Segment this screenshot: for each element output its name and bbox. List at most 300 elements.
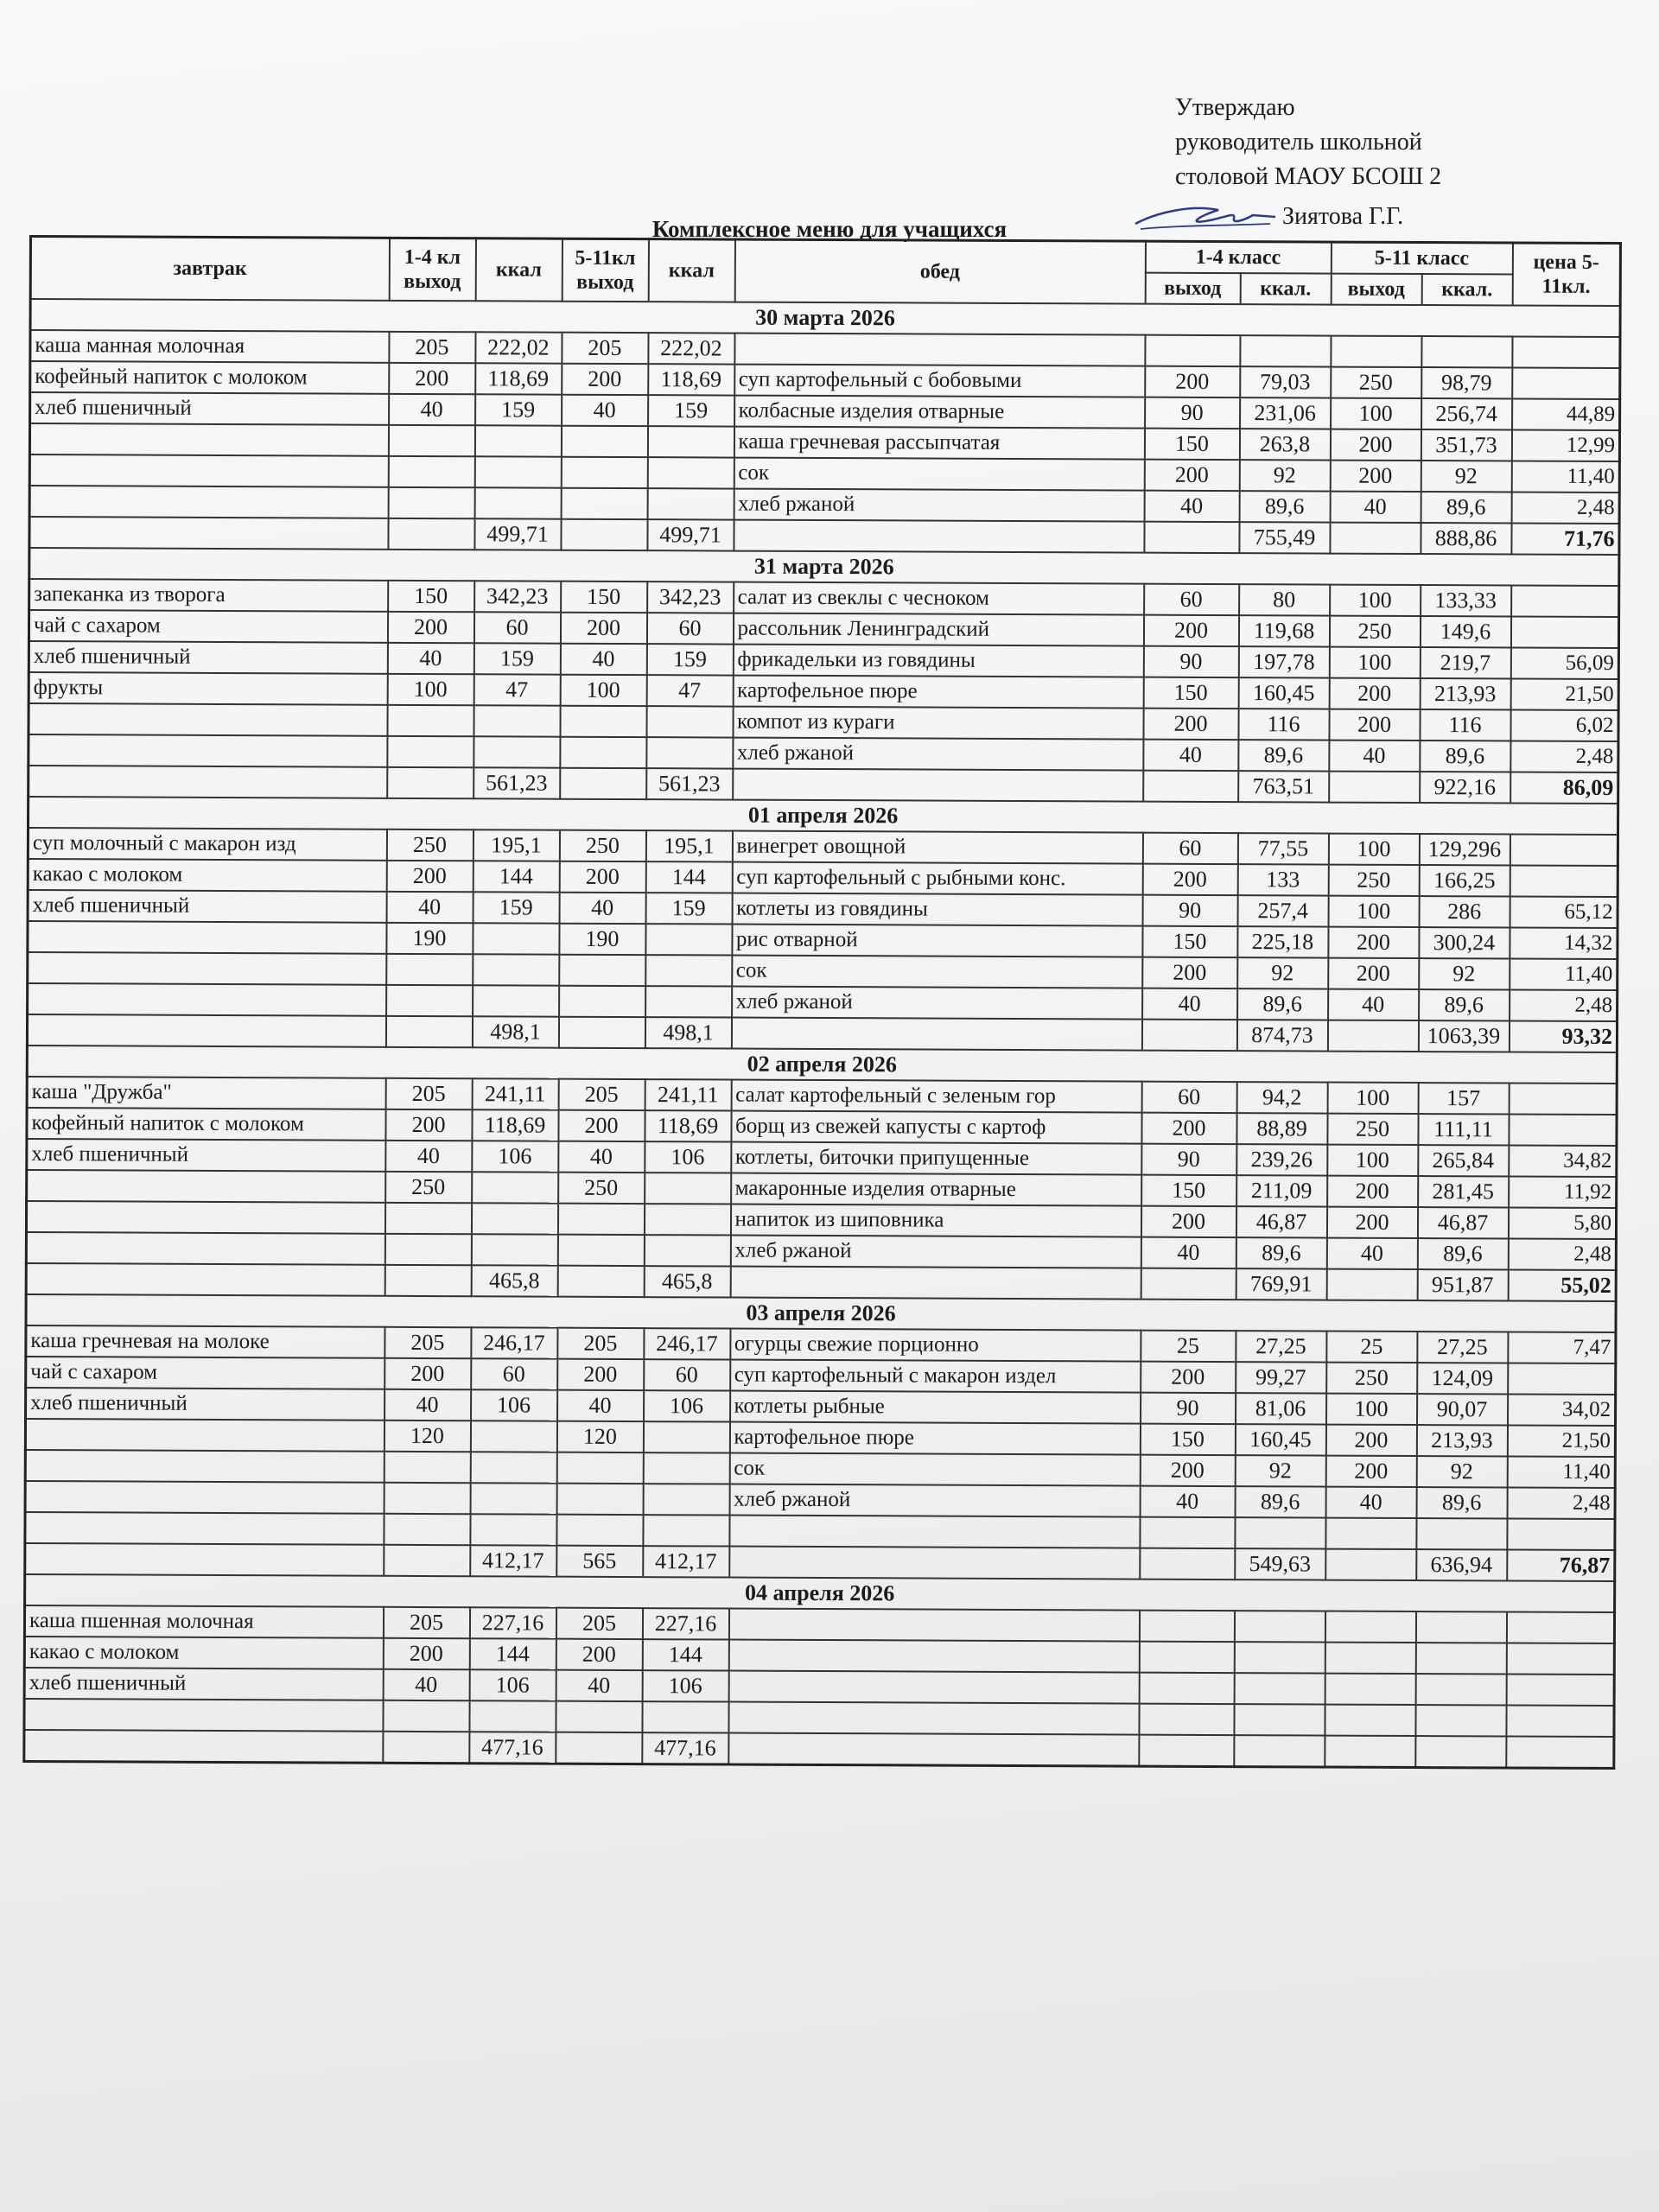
kcal-header-1-4: ккал [475,238,562,302]
total-lunch-kcal-5-11 [1415,1736,1506,1768]
total-lunch-kcal-5-11: 922,16 [1420,772,1510,803]
kcal-header-5-11: ккал [648,239,734,302]
lunch-dish: суп картофельный с рыбными конс. [732,862,1142,895]
lunch-price: 12,99 [1511,429,1619,461]
lunch-out-5-11: 40 [1326,1238,1417,1269]
day-total-price: 76,87 [1507,1549,1615,1581]
lunch-kcal-1-4: 77,55 [1237,833,1328,864]
breakfast-out-5-11: 200 [559,861,645,893]
total-lunch-out-1-4 [1143,771,1238,802]
breakfast-out-1-4: 205 [385,1327,471,1358]
lunch-kcal-5-11: 351,73 [1421,429,1511,461]
breakfast-kcal-5-11 [646,737,733,768]
lunch-kcal-5-11: 213,93 [1416,1425,1507,1456]
out-1-4-header: 1-4 кл выход [389,238,475,301]
breakfast-out-1-4: 40 [385,1141,472,1172]
breakfast-out-1-4 [388,425,474,456]
lunch-out-1-4: 200 [1141,1206,1236,1237]
breakfast-out-5-11: 250 [558,1173,645,1204]
total-breakfast-kcal-1-4: 412,17 [470,1545,556,1576]
breakfast-kcal-1-4: 342,23 [474,581,561,612]
date-label: 30 марта 2026 [30,299,1620,337]
total-lunch-out-1-4 [1141,1020,1236,1051]
total-breakfast-kcal-1-4: 465,8 [471,1265,557,1296]
breakfast-out-5-11: 205 [556,1608,642,1639]
lunch-price: 2,48 [1511,492,1619,524]
breakfast-kcal-5-11: 144 [642,1639,728,1670]
lunch-kcal-5-11: 281,45 [1418,1176,1509,1207]
breakfast-out-5-11: 40 [558,1141,645,1173]
lunch-kcal-1-4: 197,78 [1238,646,1329,677]
lunch-out-5-11: 200 [1325,1425,1416,1456]
lunch-out-1-4: 40 [1143,740,1238,771]
breakfast-out-1-4: 200 [387,612,474,643]
lunch-kcal-1-4: 239,26 [1236,1144,1327,1175]
lunch-price: 5,80 [1508,1207,1616,1239]
total-breakfast-kcal-5-11: 412,17 [643,1546,729,1577]
lunch-price [1511,585,1619,617]
breakfast-dish: каша гречневая на молоке [26,1325,385,1358]
lunch-out-5-11: 250 [1331,367,1421,398]
lunch-dish: хлеб ржаной [729,1484,1140,1517]
lunch-out-1-4: 60 [1142,833,1237,864]
breakfast-kcal-5-11 [647,488,734,519]
breakfast-out-5-11 [556,1452,643,1484]
breakfast-kcal-1-4: 144 [473,861,559,892]
breakfast-kcal-1-4: 60 [471,1358,557,1389]
breakfast-kcal-5-11: 342,23 [647,582,734,613]
total-lunch-kcal-5-11: 636,94 [1416,1549,1507,1580]
lunch-kcal-1-4: 89,6 [1239,491,1330,522]
lunch-kcal-5-11 [1415,1643,1506,1674]
lunch-dish: хлеб ржаной [730,1236,1141,1268]
breakfast-kcal-1-4 [470,1421,556,1452]
breakfast-dish [29,734,387,767]
lunch-kcal-1-4-header: ккал. [1240,273,1331,304]
lunch-kcal-1-4: 46,87 [1236,1206,1326,1237]
lunch-dish: хлеб ржаной [734,489,1144,522]
lunch-out-5-11: 200 [1329,678,1420,709]
breakfast-kcal-1-4: 195,1 [473,830,559,861]
breakfast-dish: хлеб пшеничный [29,641,387,674]
breakfast-kcal-1-4: 106 [472,1141,558,1172]
lunch-kcal-5-11: 92 [1419,958,1510,989]
lunch-out-1-4 [1139,1673,1234,1704]
lunch-dish: винегрет овощной [732,831,1142,864]
lunch-dish: рассольник Ленинградский [733,613,1143,646]
lunch-kcal-5-11: 92 [1416,1456,1507,1487]
lunch-dish: салат из свеклы с чесноком [734,582,1144,615]
breakfast-out-1-4: 200 [389,363,475,394]
lunch-kcal-1-4: 133 [1237,864,1328,895]
date-label: 01 апреля 2026 [29,797,1618,835]
breakfast-kcal-5-11: 106 [645,1141,731,1173]
lunch-price: 2,48 [1510,741,1618,772]
total-breakfast-out-1-4 [388,518,474,550]
lunch-dish [728,1609,1139,1642]
breakfast-kcal-1-4: 118,69 [472,1109,558,1141]
lunch-price: 11,92 [1509,1176,1617,1208]
breakfast-out-1-4 [385,1234,471,1265]
lunch-out-5-11: 200 [1325,1456,1416,1487]
total-lunch-out-5-11 [1325,1736,1415,1768]
day-total-price: 71,76 [1511,523,1619,555]
breakfast-kcal-1-4 [473,923,559,954]
lunch-dish [728,1640,1139,1673]
breakfast-out-5-11 [556,1484,643,1515]
breakfast-kcal-1-4: 144 [469,1638,556,1669]
breakfast-out-5-11 [559,986,645,1017]
lunch-dish: картофельное пюре [733,676,1143,709]
breakfast-kcal-5-11 [645,924,732,955]
lunch-out-1-4-header: выход [1145,273,1240,304]
total-breakfast-out-1-4 [384,1545,470,1576]
breakfast-dish [27,1170,385,1203]
lunch-out-5-11 [1331,336,1421,367]
lunch-kcal-5-11 [1416,1518,1507,1549]
lunch-kcal-5-11: 219,7 [1420,647,1510,678]
lunch-out-5-11: 250 [1326,1363,1417,1394]
lunch-out-1-4: 200 [1143,615,1238,646]
lunch-kcal-1-4: 89,6 [1237,988,1328,1020]
lunch-price: 11,40 [1510,958,1618,990]
lunch-kcal-5-11: 90,07 [1417,1394,1508,1425]
breakfast-header: завтрак [30,237,389,301]
breakfast-out-5-11 [556,1701,642,1732]
breakfast-out-5-11: 40 [557,1390,644,1421]
date-label: 03 апреля 2026 [26,1294,1616,1332]
breakfast-out-1-4: 200 [383,1638,469,1669]
lunch-out-1-4: 90 [1141,1393,1236,1424]
lunch-price: 6,02 [1510,709,1618,741]
lunch-kcal-5-11: 27,25 [1417,1332,1508,1363]
lunch-out-5-11: 200 [1326,1207,1417,1238]
breakfast-out-5-11: 200 [556,1639,642,1670]
breakfast-out-1-4: 205 [385,1078,472,1109]
breakfast-dish [28,952,386,985]
breakfast-kcal-5-11 [647,426,734,457]
breakfast-dish [29,703,387,736]
breakfast-out-1-4: 250 [385,1172,472,1203]
breakfast-out-5-11: 200 [562,364,648,395]
lunch-price [1512,336,1620,368]
lunch-dish: котлеты, биточки припущенные [731,1142,1141,1175]
lunch-out-1-4 [1139,1642,1234,1673]
handwritten-signature-icon [1132,194,1279,234]
lunch-price [1506,1643,1614,1675]
breakfast-kcal-5-11: 106 [642,1670,728,1701]
lunch-price [1507,1518,1615,1550]
breakfast-out-5-11 [561,457,647,488]
lunch-price: 65,12 [1510,896,1618,928]
total-breakfast-out-5-11 [558,1017,645,1048]
lunch-dish: огурцы свежие порционно [730,1329,1141,1362]
lunch-kcal-5-11: 265,84 [1418,1145,1509,1176]
breakfast-out-1-4: 100 [387,674,474,705]
lunch-kcal-5-11: 133,33 [1421,585,1511,616]
lunch-price: 2,48 [1507,1487,1615,1519]
breakfast-out-5-11 [556,1515,643,1546]
total-lunch-out-5-11 [1326,1269,1417,1300]
breakfast-out-5-11: 190 [559,924,645,955]
breakfast-kcal-5-11: 159 [645,893,732,924]
lunch-kcal-5-11: 166,25 [1419,865,1510,896]
day-total-price: 86,09 [1510,772,1618,804]
breakfast-dish: хлеб пшеничный [28,890,386,923]
lunch-out-5-11: 200 [1330,429,1421,461]
breakfast-kcal-1-4 [473,954,559,985]
total-lunch-out-1-4 [1140,1548,1235,1580]
lunch-price: 7,47 [1508,1332,1616,1363]
total-breakfast-out-5-11 [561,519,647,550]
lunch-kcal-1-4: 88,89 [1236,1113,1327,1144]
breakfast-out-1-4 [386,985,473,1016]
breakfast-kcal-1-4: 118,69 [475,363,562,394]
breakfast-out-5-11: 40 [556,1670,642,1701]
breakfast-kcal-1-4: 106 [469,1669,556,1700]
lunch-price: 44,89 [1512,398,1620,430]
lunch-price [1510,865,1618,897]
lunch-dish: борщ из свежей капусты с картоф [731,1111,1141,1144]
breakfast-dish [26,1201,385,1234]
breakfast-out-5-11: 205 [558,1079,645,1110]
menu-table-wrapper [22,235,1619,1770]
breakfast-out-1-4: 120 [384,1421,470,1452]
lunch-out-1-4: 40 [1140,1486,1235,1517]
breakfast-kcal-5-11 [645,955,732,986]
lunch-out-1-4: 25 [1141,1331,1236,1362]
total-lunch-out-5-11 [1329,772,1420,803]
lunch-kcal-5-11: 300,24 [1419,927,1510,958]
breakfast-kcal-5-11: 60 [646,613,733,644]
total-lunch-out-5-11 [1330,523,1421,554]
breakfast-kcal-5-11 [643,1421,729,1452]
total-breakfast-dish [27,1014,385,1047]
document-title: Комплексное меню для учащихся [652,216,1007,242]
breakfast-kcal-1-4 [474,425,561,456]
day-total-price [1506,1736,1614,1768]
lunch-kcal-5-11: 89,6 [1416,1487,1507,1518]
lunch-price [1510,834,1618,866]
lunch-out-5-11: 40 [1329,741,1420,772]
breakfast-kcal-5-11: 227,16 [642,1608,728,1639]
signer-name: Зиятова Г.Г. [1282,203,1404,230]
breakfast-kcal-1-4: 47 [474,674,560,705]
lunch-price [1512,367,1620,399]
total-lunch-kcal-1-4: 763,51 [1238,771,1329,802]
breakfast-dish: каша пшенная молочная [24,1605,383,1638]
breakfast-kcal-1-4: 222,02 [475,332,562,363]
lunch-out-5-11 [1325,1518,1416,1549]
lunch-kcal-1-4: 89,6 [1235,1486,1325,1517]
breakfast-kcal-1-4: 60 [474,612,560,643]
breakfast-out-5-11: 40 [562,395,648,426]
lunch-out-1-4: 150 [1144,429,1239,460]
lunch-kcal-1-4: 225,18 [1237,926,1328,957]
lunch-kcal-1-4: 263,8 [1239,429,1330,460]
breakfast-dish [28,921,386,954]
lunch-out-5-11: 200 [1330,461,1421,492]
breakfast-out-1-4 [388,487,474,518]
lunch-kcal-5-11: 157 [1418,1083,1509,1114]
breakfast-out-1-4: 40 [389,394,475,425]
lunch-out-1-4: 200 [1144,460,1239,491]
breakfast-kcal-1-4 [470,1452,556,1483]
lunch-out-5-11-header: выход [1331,274,1421,305]
lunch-header: обед [734,239,1145,304]
lunch-dish: фрикадельки из говядины [733,645,1143,677]
lunch-kcal-1-4: 27,25 [1236,1331,1326,1362]
breakfast-kcal-1-4: 241,11 [472,1078,558,1109]
breakfast-out-5-11: 40 [560,644,646,675]
breakfast-out-1-4 [386,954,473,985]
breakfast-dish [25,1419,384,1452]
approval-line-2: руководитель школьной [1175,129,1422,156]
lunch-out-5-11: 100 [1328,834,1419,865]
breakfast-out-1-4 [388,456,474,487]
lunch-dish [734,334,1145,366]
lunch-out-1-4: 200 [1140,1455,1235,1486]
lunch-kcal-5-11: 256,74 [1421,398,1512,429]
breakfast-kcal-5-11 [643,1452,729,1484]
lunch-kcal-5-11 [1415,1611,1506,1643]
total-breakfast-kcal-1-4: 561,23 [474,767,560,798]
total-breakfast-kcal-5-11: 477,16 [642,1732,728,1764]
breakfast-kcal-5-11 [644,1235,730,1266]
breakfast-out-1-4 [384,1452,470,1483]
total-breakfast-kcal-5-11: 498,1 [645,1017,731,1048]
menu-body [24,299,1620,1769]
lunch-out-5-11: 40 [1330,492,1421,523]
lunch-kcal-1-4: 80 [1239,584,1330,615]
lunch-out-5-11: 250 [1329,616,1420,647]
lunch-kcal-5-11 [1415,1705,1506,1736]
lunch-kcal-5-11: 286 [1419,896,1510,927]
breakfast-kcal-5-11: 47 [646,675,733,706]
lunch-dish: каша гречневая рассыпчатая [734,427,1144,460]
total-breakfast-out-1-4 [383,1732,469,1764]
breakfast-kcal-5-11: 195,1 [645,830,732,861]
breakfast-dish: какао с молоком [24,1637,383,1669]
breakfast-out-1-4 [387,736,474,767]
lunch-kcal-1-4: 79,03 [1240,366,1331,397]
total-lunch-dish [734,520,1144,553]
lunch-out-1-4: 150 [1143,677,1238,709]
breakfast-kcal-5-11: 222,02 [648,333,734,364]
breakfast-dish: хлеб пшеничный [30,392,389,425]
lunch-price: 34,02 [1508,1394,1616,1426]
lunch-out-1-4: 200 [1141,1362,1236,1393]
lunch-kcal-5-11: 89,6 [1420,741,1510,772]
breakfast-kcal-1-4 [474,736,560,767]
breakfast-dish [26,1232,385,1265]
day-total-price: 93,32 [1509,1020,1617,1052]
breakfast-dish: чай с сахаром [29,610,387,643]
lunch-price [1508,1363,1616,1395]
lunch-out-1-4: 200 [1145,366,1240,397]
lunch-dish: хлеб ржаной [733,738,1143,771]
lunch-out-5-11: 40 [1325,1487,1416,1518]
breakfast-dish: чай с сахаром [26,1357,385,1389]
breakfast-out-5-11 [561,488,647,519]
total-lunch-dish [730,1267,1141,1300]
breakfast-kcal-1-4: 159 [474,643,560,674]
breakfast-dish [25,1450,384,1483]
total-breakfast-out-5-11 [557,1266,644,1297]
breakfast-out-5-11 [559,955,645,986]
breakfast-dish [29,454,388,487]
breakfast-out-5-11 [557,1204,644,1235]
breakfast-out-5-11: 200 [557,1359,644,1390]
total-breakfast-kcal-1-4: 499,71 [474,518,561,550]
breakfast-out-5-11: 250 [559,830,645,861]
lunch-out-1-4: 200 [1143,709,1238,740]
breakfast-out-1-4: 200 [385,1109,472,1141]
total-breakfast-out-1-4 [385,1265,471,1296]
breakfast-kcal-1-4: 246,17 [471,1327,557,1358]
breakfast-out-5-11: 120 [556,1421,643,1452]
lunch-kcal-1-4: 92 [1237,957,1328,988]
lunch-price [1506,1611,1614,1643]
lunch-out-1-4: 200 [1141,1113,1236,1144]
out-5-11-header: 5-11кл выход [562,238,648,302]
breakfast-out-1-4: 250 [386,830,473,861]
lunch-price [1506,1705,1614,1737]
lunch-out-5-11: 100 [1327,1145,1418,1176]
total-lunch-out-1-4 [1141,1268,1236,1300]
breakfast-kcal-5-11 [647,457,734,488]
date-label: 02 апреля 2026 [27,1046,1617,1084]
lunch-kcal-1-4: 81,06 [1236,1393,1326,1424]
total-lunch-dish [733,769,1143,802]
lunch-kcal-1-4 [1234,1642,1325,1673]
breakfast-out-1-4 [384,1514,470,1545]
breakfast-out-5-11 [557,1235,644,1266]
lunch-out-5-11: 200 [1328,927,1419,958]
breakfast-kcal-1-4 [469,1700,556,1732]
lunch-kcal-5-11: 149,6 [1420,616,1510,647]
lunch-kcal-1-4: 92 [1235,1455,1325,1486]
lunch-out-5-11: 100 [1328,896,1419,927]
date-label: 04 апреля 2026 [25,1574,1615,1612]
lunch-price: 34,82 [1509,1145,1617,1177]
lunch-kcal-1-4: 92 [1239,460,1330,491]
breakfast-kcal-5-11: 144 [645,861,732,893]
breakfast-kcal-5-11: 241,11 [645,1079,731,1110]
lunch-out-1-4: 150 [1142,926,1237,957]
breakfast-out-5-11 [561,426,647,457]
breakfast-kcal-5-11: 60 [644,1359,730,1390]
lunch-dish: салат картофельный с зеленым гор [731,1080,1141,1113]
breakfast-out-1-4: 40 [387,643,474,674]
header-row [30,237,1620,276]
breakfast-kcal-1-4 [470,1483,556,1514]
class-1-4-header: 1-4 класс [1145,241,1331,273]
lunch-dish [728,1702,1139,1735]
total-lunch-dish [731,1018,1141,1051]
lunch-kcal-5-11: 124,09 [1417,1363,1508,1394]
total-lunch-out-5-11 [1327,1020,1418,1052]
lunch-price [1509,1083,1617,1115]
breakfast-out-5-11 [560,706,646,737]
lunch-dish: суп картофельный с бобовыми [734,365,1145,397]
lunch-out-1-4 [1145,335,1240,366]
lunch-kcal-1-4: 231,06 [1240,397,1331,429]
day-total-price: 55,02 [1508,1269,1616,1301]
breakfast-kcal-1-4 [474,456,561,487]
lunch-out-1-4: 60 [1144,584,1239,615]
menu-table [22,235,1622,1770]
